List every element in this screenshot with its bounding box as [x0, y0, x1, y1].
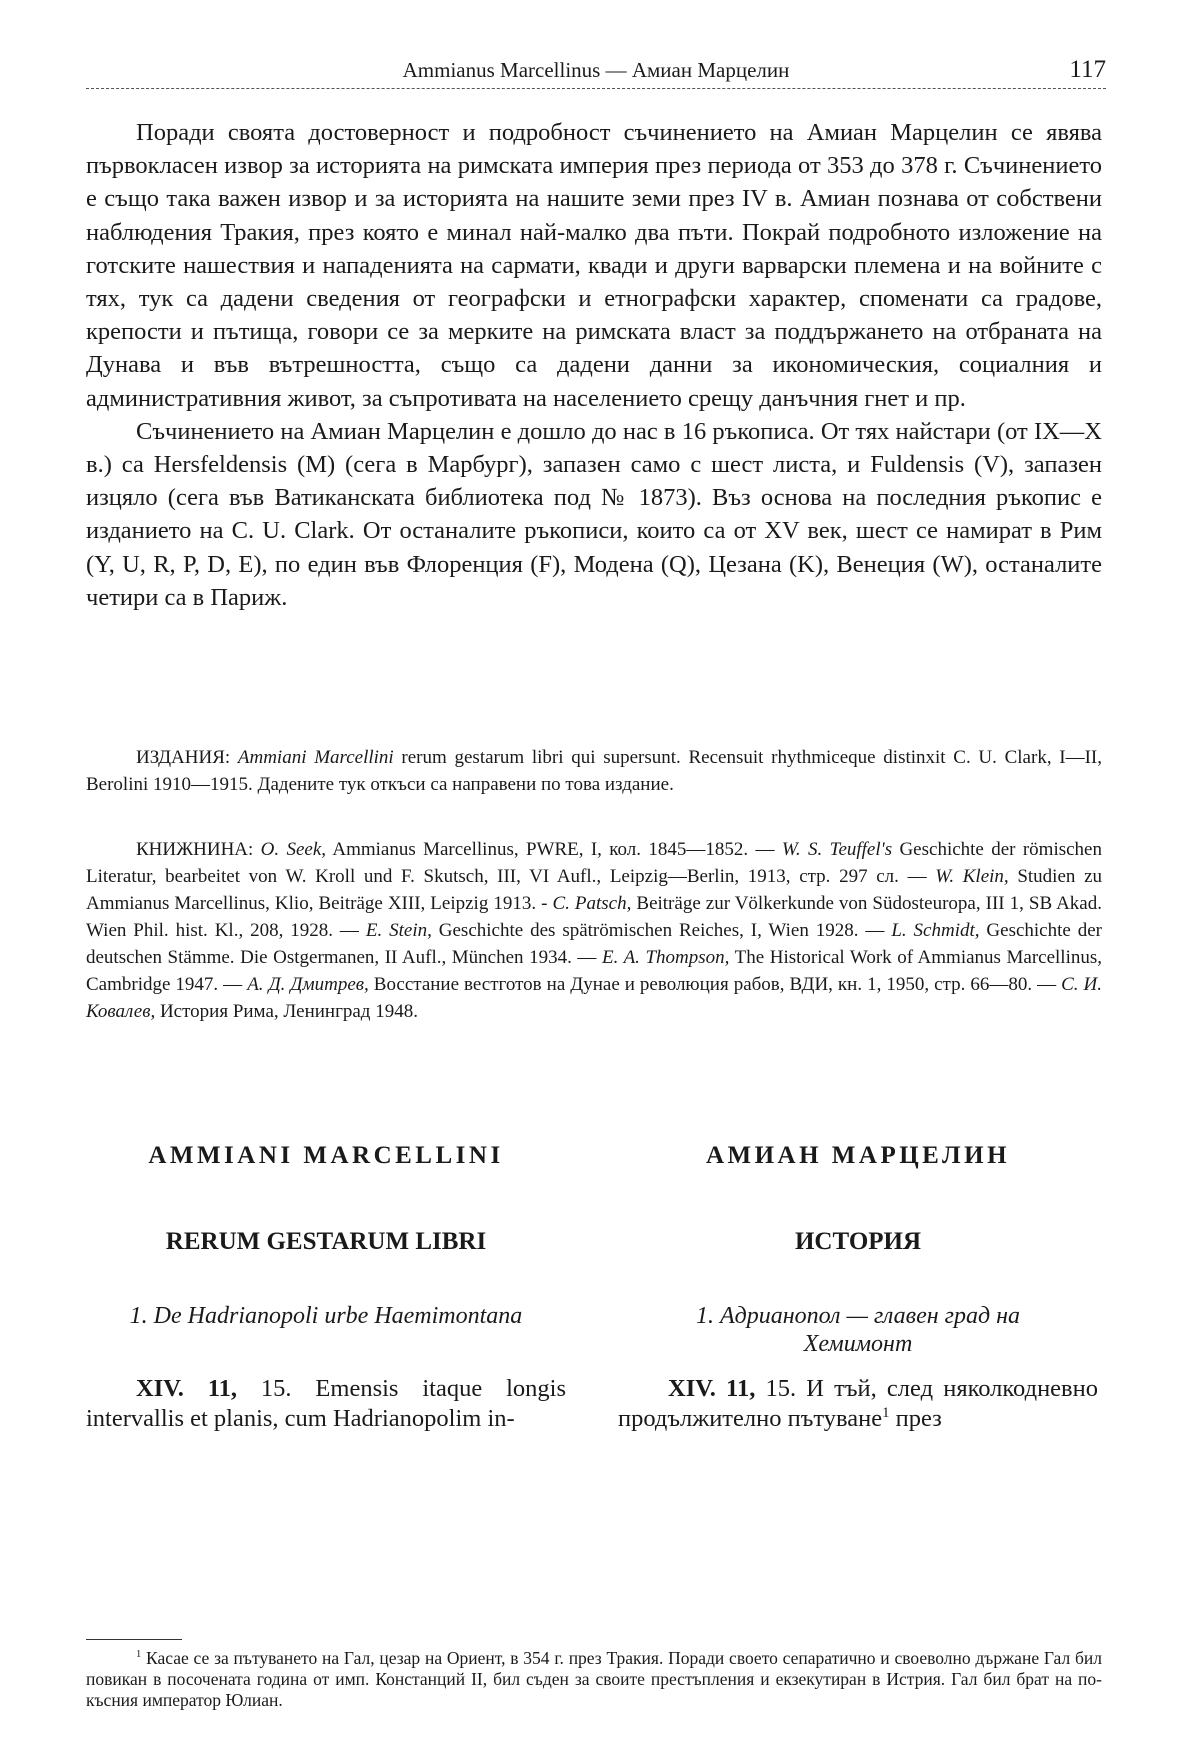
- latin-text: [86, 1374, 566, 1434]
- literature-label: КНИЖНИНА:: [136, 839, 254, 860]
- bulgarian-body: 15. И тъй, след няколкодневно продължително пътуване: [618, 1375, 1098, 1432]
- running-title: Ammianus Marcellinus — Амиан Марцелин: [402, 58, 790, 82]
- literature-entry: Geschichte der römischen Literatur, bearbeitet von W. Kroll und F. Skutsch, III, VI Aufl., Leipzig—Berlin, 1913, стр. 297 сл. —: [86, 839, 1102, 887]
- bulgarian-column: [618, 1142, 1098, 1432]
- editions-section: [86, 744, 1102, 798]
- literature-entry: The Historical Work of Ammianus Marcellinus, Cambridge 1947. —: [86, 947, 1102, 995]
- literature-entry: Ammianus Marcellinus, PWRE, I, кол. 1845—1852. —: [326, 839, 782, 860]
- footnote-rule: [86, 1639, 182, 1640]
- literature-entry: Geschichte der deutschen Stämme. Die Ostgermanen, II Aufl., München 1934. —: [86, 920, 1103, 968]
- bulgarian-title: АМИАН МАРЦЕЛИН: [705, 1142, 1011, 1169]
- footnote: [86, 1648, 1102, 1711]
- literature-entry: История Рима, Ленинград 1948.: [155, 1001, 418, 1022]
- literature-author: E. Stein,: [365, 920, 432, 941]
- intro-paragraph-1: Поради своята достоверност и подробност съчинението на Амиан Марцелин се явява първокласен извор за историята на римската империя през периода от 353 до 378 г. Съчинението е също така важен извор и за историята на нашите земи през IV в. Амиан познава от собствени наблюдения Тракия, през която е минал най-малко два пъти. Покрай подробното изложение на готските нашествия и нападенията на сармати, квади и други варварски племена и на войните с тях, тук са дадени сведения от географски и етнографски характер, споменати са градове, крепости и пътища, говори се за мерките на римската власт за поддържането на отбраната на Дунава и във вътрешността, също са дадени данни за икономическия, социалния и административния живот, за съпротивата на населението срещу данъчния гнет и пр.: [86, 119, 1102, 412]
- literature-entry: Geschichte des spätrömischen Reiches, I, Wien 1928. —: [431, 920, 892, 941]
- editions-label: ИЗДАНИЯ:: [136, 747, 231, 768]
- literature-author: W. Klein,: [935, 866, 1009, 887]
- footnote-paragraph: [86, 1648, 1102, 1711]
- literature-author: W. S. Teuffel's: [781, 839, 893, 860]
- header-rule: [86, 88, 1106, 89]
- latin-subtitle: RERUM GESTARUM LIBRI: [165, 1228, 487, 1255]
- bulgarian-body-end: през: [889, 1405, 942, 1432]
- literature-author: L. Schmidt,: [891, 920, 980, 941]
- editions-paragraph: [86, 744, 1102, 798]
- running-header: [86, 44, 1106, 92]
- intro-paragraph-2: Съчинението на Амиан Марцелин е дошло до нас в 16 ръкописа. От тях найстари (от IX—X в.) са Hersfeldensis (M) (сега в Марбург), запазен само с шест листа, и Fuldensis (V), запазен изцяло (сега във Ватиканската библиотека под № 1873). Въз основа на последния ръкопис е изданието на C. U. Clark. От останалите ръкописи, които са от XV век, шест се намират в Рим (Y, U, R, P, D, E), по един във Флоренция (F), Модена (Q), Цезана (K), Венеция (W), останалите четири са в Париж.: [86, 417, 1102, 611]
- bulgarian-reference: XIV. 11,: [668, 1375, 756, 1402]
- latin-body: 15. Emensis itaque longis intervallis et planis, cum Hadrianopolim in-: [86, 1375, 566, 1432]
- footnote-number: 1: [136, 1649, 142, 1661]
- literature-section: [86, 836, 1102, 1025]
- latin-chapter-heading: 1. De Hadrianopoli urbe Haemimontana: [129, 1303, 523, 1329]
- bulgarian-text: [618, 1374, 1098, 1434]
- footnote-text: Касае се за пътуването на Гал, цезар на Ориент, в 354 г. през Тракия. Поради своето сепаратично и своеволно държане Гал бил повикан в посочената година от имп. Констанций II, бил съден за своите престъпления и екзекутиран в Истрия. Гал бил брат на по-късния император Юлиан.: [86, 1648, 1102, 1710]
- page-number: 117: [1069, 56, 1106, 83]
- literature-author: E. A. Thompson,: [602, 947, 730, 968]
- footnote-marker: 1: [882, 1404, 890, 1421]
- introduction: [86, 116, 1102, 614]
- literature-author: O. Seek,: [260, 839, 327, 860]
- literature-author: А. Д. Дмитрев,: [247, 974, 369, 995]
- editions-text: rerum gestarum libri qui supersunt. Recensuit rhythmiceque distinxit C. U. Clark, I—II, Berolini 1910—1915. Дадените тук откъси са направени по това издание.: [86, 747, 1103, 795]
- literature-author: С. И. Ковалев,: [86, 974, 1102, 1022]
- latin-column: [86, 1142, 566, 1432]
- bulgarian-chapter-heading: 1. Адрианопол — главен град на Хемимонт: [695, 1303, 1021, 1357]
- literature-entry: Beiträge zur Völkerkunde von Südosteuropa, III 1, SB Akad. Wien Phil. hist. Kl., 208, 1928. —: [86, 893, 1102, 941]
- latin-title: AMMIANI MARCELLINI: [148, 1142, 504, 1169]
- literature-author: C. Patsch,: [552, 893, 632, 914]
- editions-title: Ammiani Marcellini: [237, 747, 394, 768]
- literature-entry: Studien zu Ammianus Marcellinus, Klio, Beiträge XIII, Leipzig 1913. -: [86, 866, 1102, 914]
- literature-entry: Восстание вестготов на Дунае и революция рабов, ВДИ, кн. 1, 1950, стр. 66—80. —: [368, 974, 1062, 995]
- latin-reference: XIV. 11,: [136, 1375, 238, 1402]
- bulgarian-subtitle: ИСТОРИЯ: [794, 1228, 922, 1255]
- literature-paragraph: [86, 836, 1102, 1025]
